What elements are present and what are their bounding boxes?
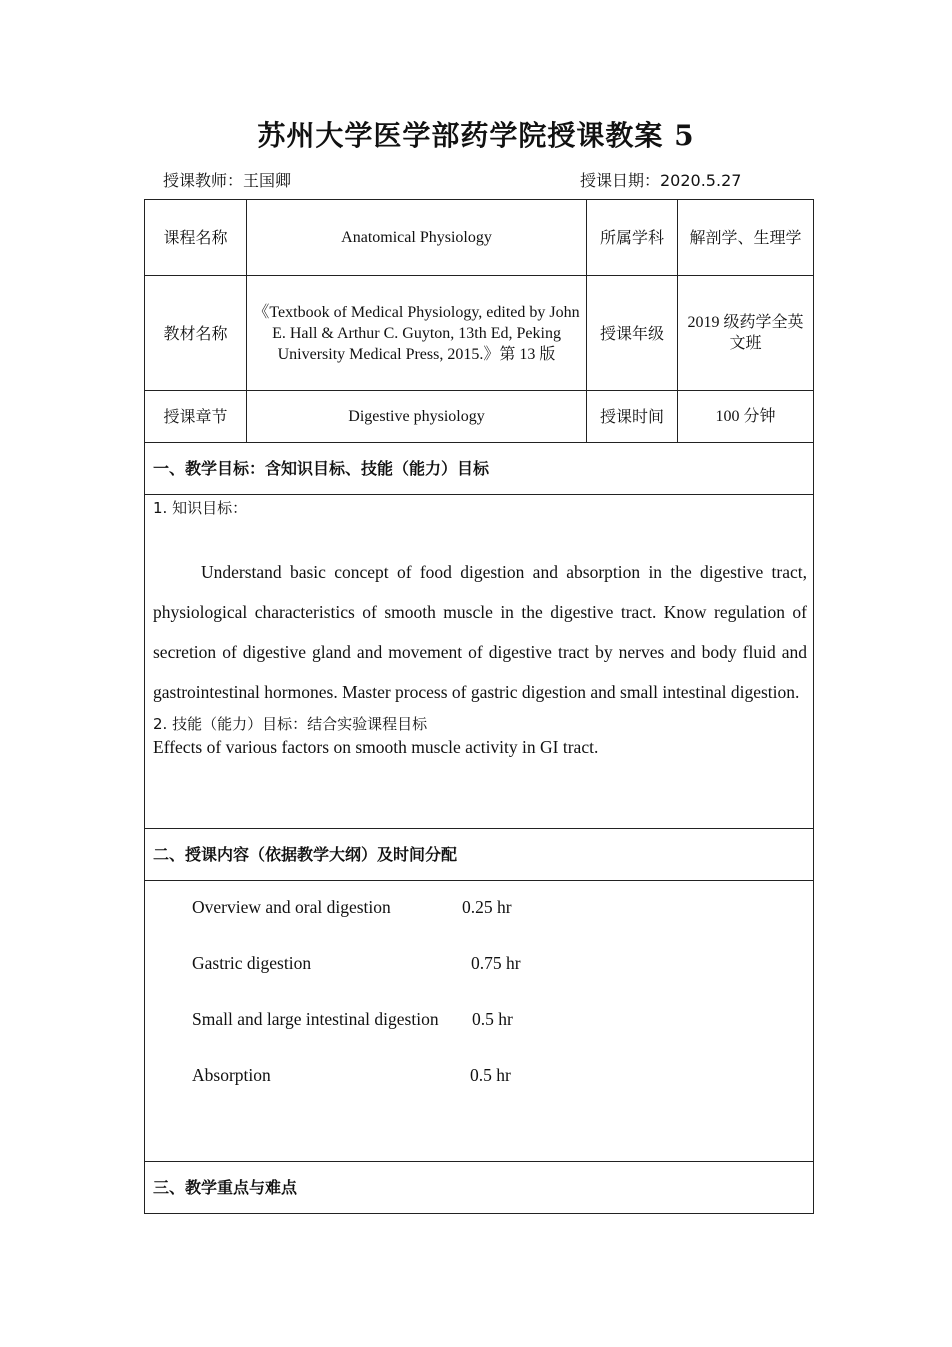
schedule-topic: Absorption <box>192 1065 271 1085</box>
skill-objective-text: Effects of various factors on smooth muscle activity in GI tract. <box>153 737 599 757</box>
objectives-row <box>145 495 814 829</box>
schedule-time: 0.25 hr <box>462 897 512 917</box>
lesson-plan-table <box>144 199 814 1214</box>
chapter-row <box>145 391 814 443</box>
schedule-topic: Gastric digestion <box>192 953 312 973</box>
textbook-label: 教材名称 <box>145 276 247 391</box>
discipline-label: 所属学科 <box>587 200 678 276</box>
discipline-value: 解剖学、生理学 <box>678 200 814 276</box>
date-label: 授课日期：2020.5.27 <box>580 171 742 190</box>
schedule-time: 0.75 hr <box>471 953 521 973</box>
section1-header-row <box>145 443 814 495</box>
grade-value: 2019 级药学全英文班 <box>678 276 814 391</box>
textbook-row <box>145 276 814 391</box>
schedule-topic: Small and large intestinal digestion <box>192 1009 439 1029</box>
textbook-value: 《Textbook of Medical Physiology, edited by John E. Hall & Arthur C. Guyton, 13th Ed, Peking University Medical Press, 2015.》第 13 版 <box>247 276 587 391</box>
knowledge-objective-label: 1. 知识目标： <box>153 499 248 517</box>
schedule-list <box>145 881 813 1161</box>
time-label: 授课时间 <box>587 391 678 443</box>
grade-label: 授课年级 <box>587 276 678 391</box>
schedule-cell <box>145 881 814 1162</box>
schedule-time: 0.5 hr <box>470 1065 511 1085</box>
objectives-cell <box>145 495 814 829</box>
teacher-label: 授课教师：王国卿 <box>163 171 292 190</box>
course-label: 课程名称 <box>145 200 247 276</box>
schedule-row <box>145 881 814 1162</box>
course-row <box>145 200 814 276</box>
chapter-value: Digestive physiology <box>247 391 587 443</box>
section1-heading: 一、教学目标：含知识目标、技能（能力）目标 <box>145 443 814 495</box>
schedule-time: 0.5 hr <box>472 1009 513 1029</box>
chapter-label: 授课章节 <box>145 391 247 443</box>
section2-header-row <box>145 829 814 881</box>
course-value: Anatomical Physiology <box>247 200 587 276</box>
skill-objective-label: 2. 技能（能力）目标：结合实验课程目标 <box>153 715 428 733</box>
knowledge-objective-text: Understand basic concept of food digestion and absorption in the digestive tract, physiological characteristics of smooth muscle in the digestive tract. Know regulation of secretion of digestive gland and movement of digestive tract by nerves and body fluid and gastrointestinal hormones. Master process of gastric digestion and small intestinal digestion. <box>153 562 807 702</box>
time-value: 100 分钟 <box>678 391 814 443</box>
schedule-topic: Overview and oral digestion <box>192 897 391 917</box>
section3-header-row <box>145 1162 814 1214</box>
section3-heading: 三、教学重点与难点 <box>145 1162 814 1214</box>
page-title: 苏州大学医学部药学院授课教案 5 <box>257 119 695 152</box>
section2-heading: 二、授课内容（依据教学大纲）及时间分配 <box>145 829 814 881</box>
